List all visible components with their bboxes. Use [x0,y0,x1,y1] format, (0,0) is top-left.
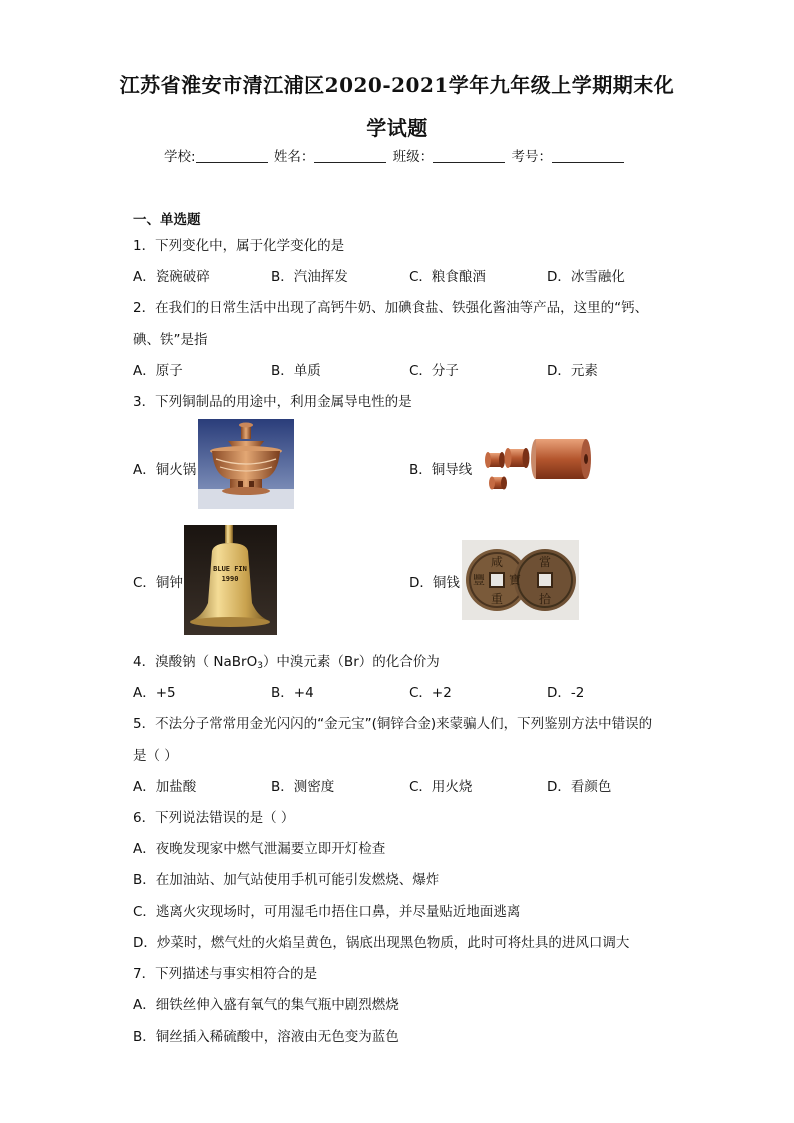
svg-text:重: 重 [490,592,504,606]
q3-option-c: C．铜钟 [133,575,183,591]
q2-option-a: A．原子 [133,363,183,379]
question-2-stem-line1: 2．在我们的日常生活中出现了高钙牛奶、加碘食盐、铁强化酱油等产品，这里的“钙、 [133,300,649,316]
q1-option-b: B．汽油挥发 [271,269,348,285]
question-4-stem [133,650,440,671]
q5-option-c: C．用火烧 [409,779,473,795]
student-info-fields [164,145,626,165]
q4-option-d: D．-2 [547,685,585,701]
svg-text:拾: 拾 [538,592,552,606]
school-blank[interactable] [196,148,268,163]
question-3-stem: 3．下列铜制品的用途中，利用金属导电性的是 [133,394,412,410]
exam-title-line1: 江苏省淮安市清江浦区2020-2021学年九年级上学期期末化 [119,73,675,97]
q5-option-d: D．看颜色 [547,779,612,795]
q4-option-b: B．+4 [271,685,314,701]
exam-number-label: 考号： [511,149,552,165]
q3-option-d: D．铜钱 [409,575,460,591]
q1-option-c: C．粮食酿酒 [409,269,486,285]
q6-option-d: D．炒菜时，燃气灶的火焰呈黄色，锅底出现黑色物质，此时可将灶具的进风口调大 [133,935,630,951]
q4-option-a: A．+5 [133,685,176,701]
svg-text:咸: 咸 [490,555,504,569]
bell-engraving-year: 1990 [221,575,239,583]
question-1-stem: 1．下列变化中，属于化学变化的是 [133,238,345,254]
q6-option-a: A．夜晚发现家中燃气泄漏要立即开灯检查 [133,841,386,857]
q4-stem-subscript: 3 [257,661,263,671]
class-label: 班级： [392,149,434,165]
q4-option-c: C．+2 [409,685,452,701]
svg-text:寶: 寶 [508,573,522,587]
question-2-stem-line2: 碘、铁”是指 [133,332,208,348]
question-6-stem: 6．下列说法错误的是（ ） [133,810,295,826]
school-label: 学校: [164,149,196,165]
q6-option-c: C．逃离火灾现场时，可用湿毛巾捂住口鼻，并尽量贴近地面逃离 [133,904,521,920]
q7-option-a: A．细铁丝伸入盛有氧气的集气瓶中剧烈燃烧 [133,997,399,1013]
exam-number-blank[interactable] [552,148,624,163]
copper-bell-image [184,525,277,635]
question-5-stem-line1: 5．不法分子常常用金光闪闪的“金元宝”(铜锌合金)来蒙骗人们，下列鉴别方法中错误的 [133,716,653,732]
q7-option-b: B．铜丝插入稀硫酸中，溶液由无色变为蓝色 [133,1029,399,1045]
exam-title-line2: 学试题 [366,116,428,140]
copper-wire-spools-image [480,429,595,499]
svg-text:豐: 豐 [472,573,486,587]
section-heading: 一、单选题 [133,212,201,228]
q5-option-a: A．加盐酸 [133,779,197,795]
q6-option-b: B．在加油站、加气站使用手机可能引发燃烧、爆炸 [133,872,440,888]
q5-option-b: B．测密度 [271,779,335,795]
bell-engraving-name: BLUE FIN [213,565,247,573]
question-7-stem: 7．下列描述与事实相符合的是 [133,966,318,982]
copper-hotpot-image [198,419,294,509]
q3-option-a: A．铜火锅 [133,462,197,478]
q2-option-b: B．单质 [271,363,321,379]
question-5-stem-line2: 是（ ） [133,748,178,764]
name-blank[interactable] [314,148,386,163]
svg-text:當: 當 [538,555,552,569]
q4-stem-pre: 4．溴酸钠（ NaBrO [133,654,258,670]
q2-option-d: D．元素 [547,363,598,379]
q2-option-c: C．分子 [409,363,459,379]
q1-option-a: A．瓷碗破碎 [133,269,210,285]
q4-stem-post: ）中溴元素（Br）的化合价为 [262,654,440,670]
class-blank[interactable] [433,148,505,163]
name-label: 姓名： [273,149,315,165]
copper-coins-image [462,540,579,620]
q3-option-b: B．铜导线 [409,462,473,478]
q1-option-d: D．冰雪融化 [547,269,625,285]
